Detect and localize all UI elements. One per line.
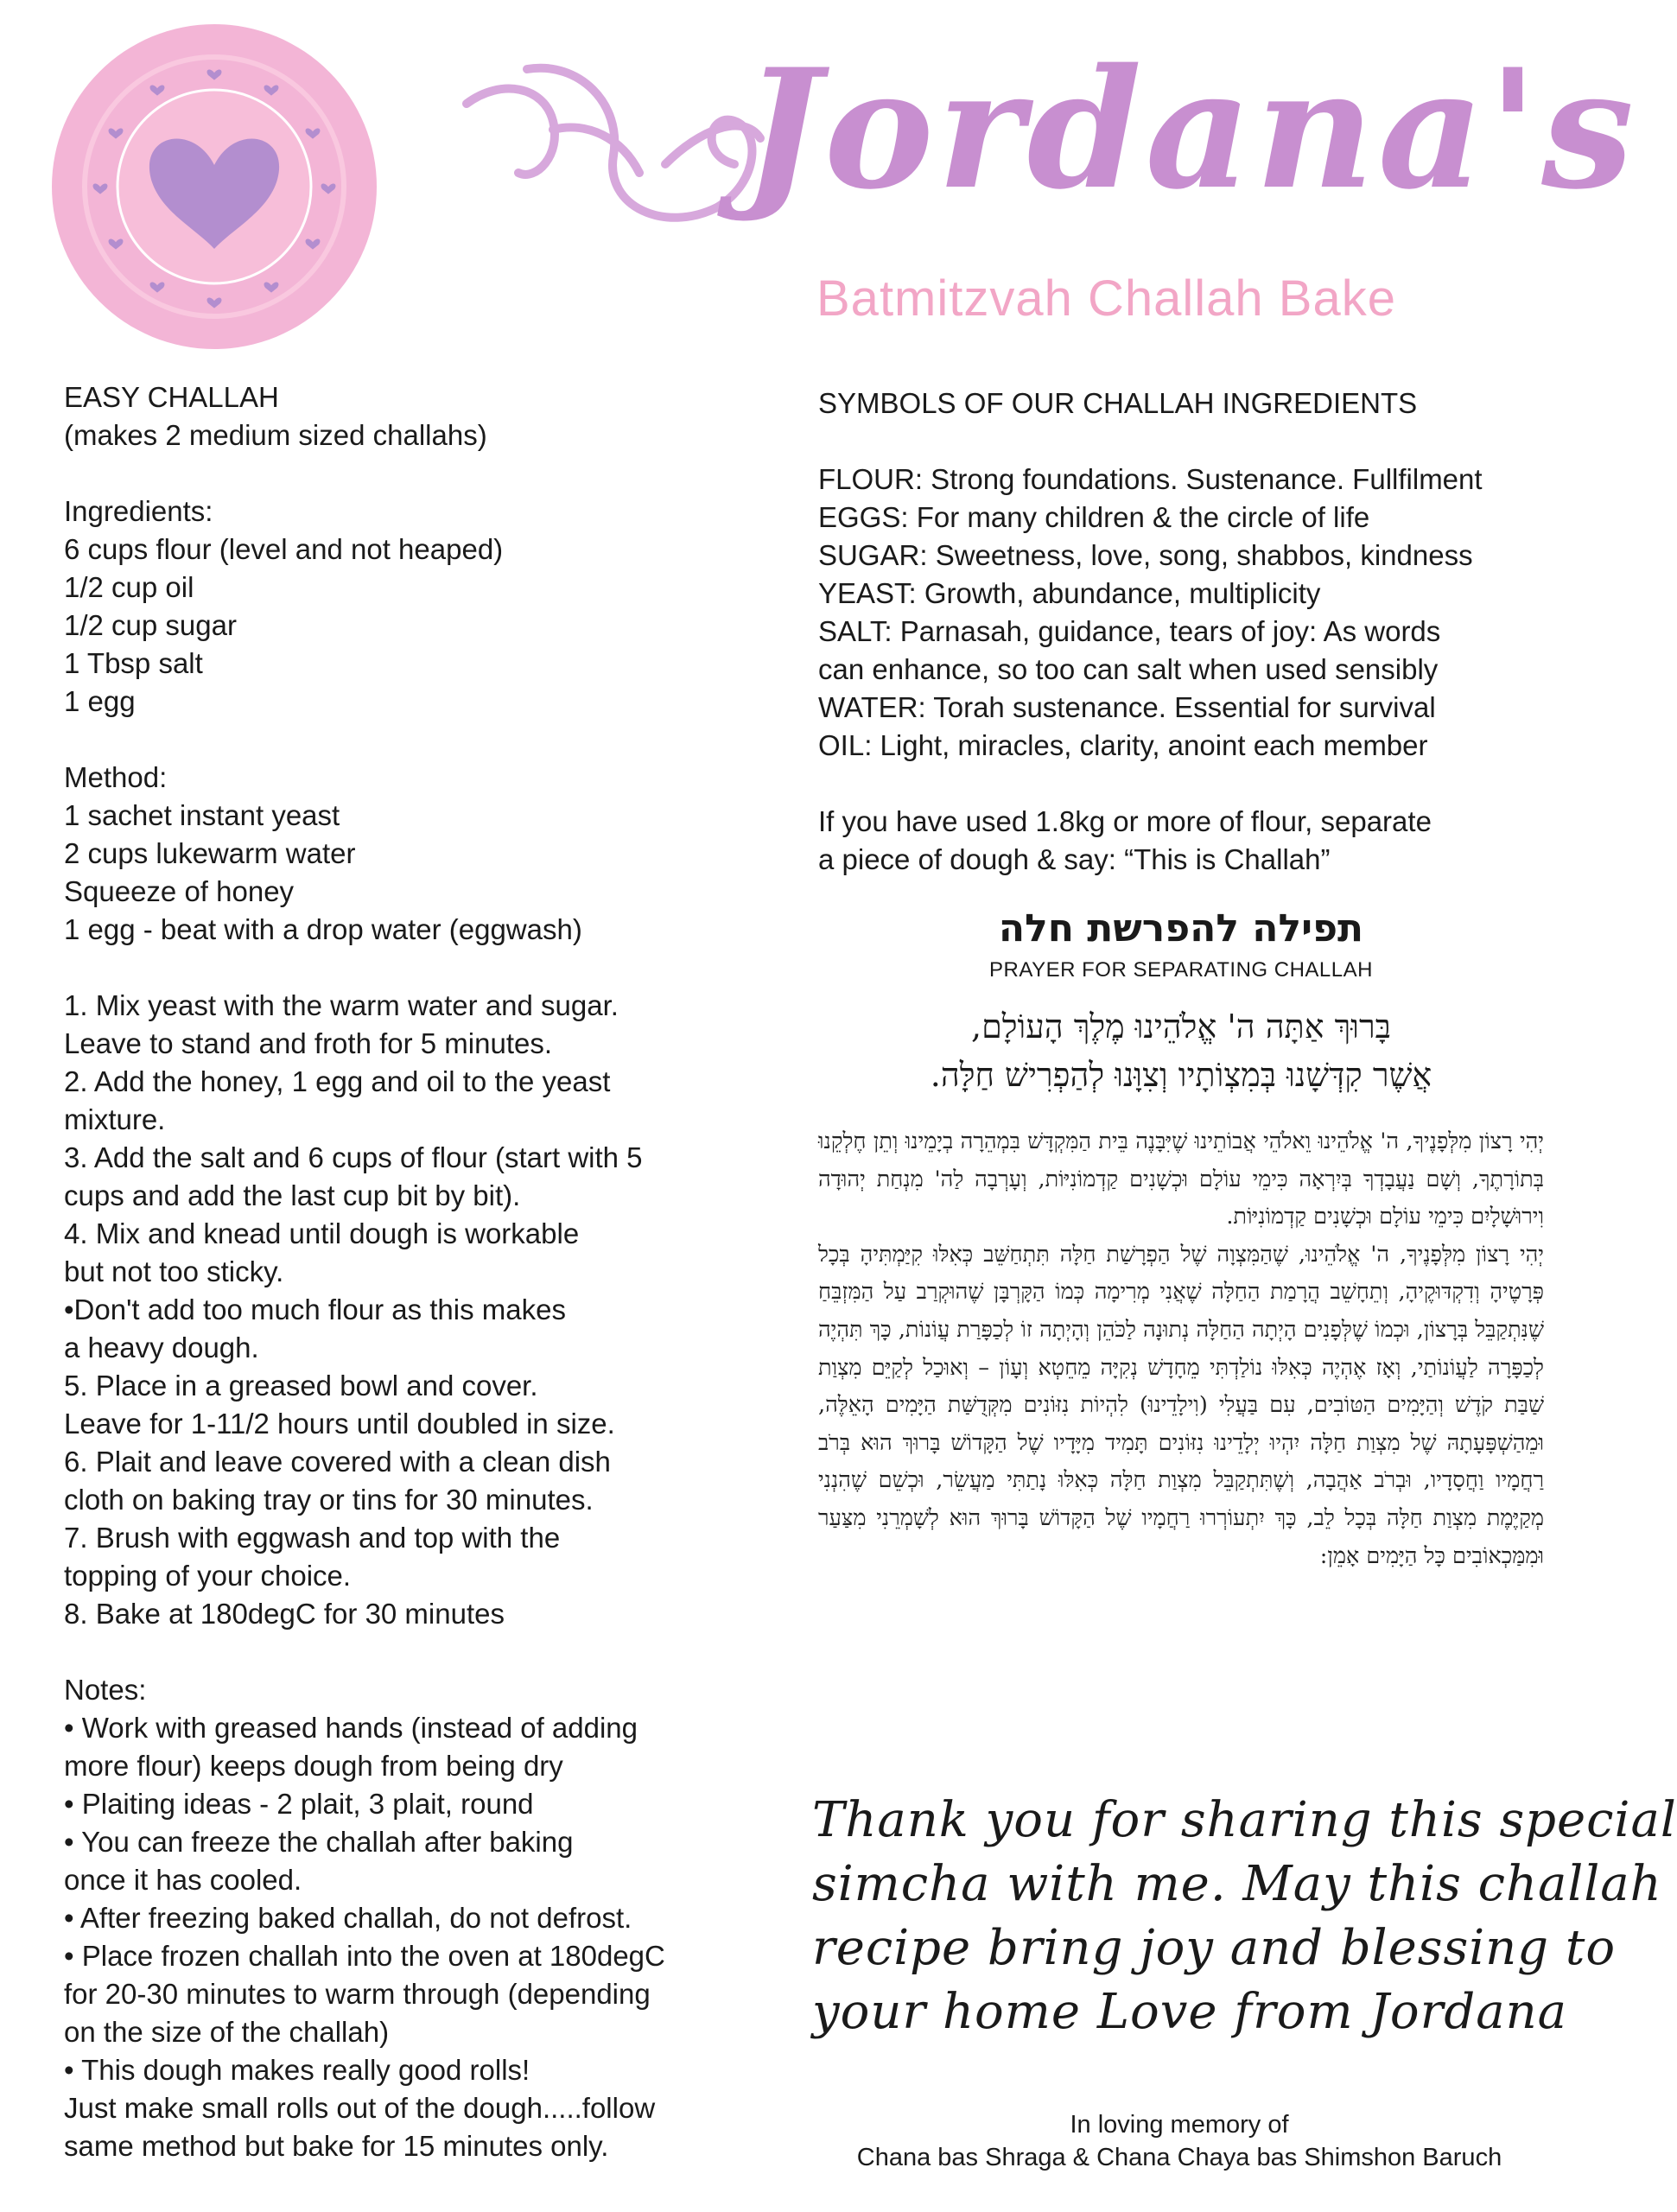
memorial-dedication [812, 2108, 1547, 2174]
step-line: 7. Brush with eggwash and top with the [64, 1522, 561, 1554]
ingredient-line: 1 egg [64, 685, 136, 717]
step-line: cups and add the last cup bit by bit). [64, 1179, 521, 1211]
note-line: • This dough makes really good rolls! [64, 2054, 530, 2086]
step-line: topping of your choice. [64, 1560, 352, 1592]
method-line: 2 cups lukewarm water [64, 837, 356, 869]
method-line: Squeeze of honey [64, 875, 295, 907]
step-line: 5. Place in a greased bowl and cover. [64, 1370, 538, 1402]
ingredients-heading: Ingredients: [64, 495, 213, 527]
separation-note: a piece of dough & say: “This is Challah” [818, 843, 1331, 875]
brand-name: Jordana's [743, 33, 1638, 226]
memorial-line: In loving memory of [1070, 2111, 1289, 2139]
note-line: • After freezing baked challah, do not defrost. [64, 1902, 632, 1934]
step-line: 8. Bake at 180degC for 30 minutes [64, 1598, 505, 1630]
symbols-column [818, 385, 1544, 879]
note-line: • Place frozen challah into the oven at 180degC [64, 1940, 665, 1972]
prayer-blessing [818, 1002, 1544, 1099]
step-line: Leave for 1-11/2 hours until doubled in size. [64, 1408, 615, 1440]
ingredient-line: 1/2 cup oil [64, 571, 194, 603]
note-line: same method but bake for 15 minutes only. [64, 2130, 609, 2162]
recipe-title: EASY CHALLAH [64, 381, 279, 413]
method-heading: Method: [64, 761, 168, 793]
step-line: but not too sticky. [64, 1255, 284, 1287]
note-line: • Plaiting ideas - 2 plait, 3 plait, round [64, 1788, 534, 1820]
symbol-line: WATER: Torah sustenance. Essential for survival [818, 691, 1436, 723]
prayer-subtitle: PRAYER FOR SEPARATING CHALLAH [989, 958, 1373, 982]
recipe-yield: (makes 2 medium sized challahs) [64, 419, 487, 451]
thank-you-message [812, 1789, 1677, 2044]
blessing-line: בָּרוּךְ אַתָּה ה' אֱלֹהֵינוּ מֶלֶךְ הָעוֹלָם, [970, 1007, 1391, 1046]
step-line: cloth on baking tray or tins for 30 minutes. [64, 1484, 594, 1516]
brand-subtitle: Batmitzvah Challah Bake [816, 270, 1396, 327]
recipe-column [64, 378, 755, 2165]
symbol-line: EGGS: For many children & the circle of life [818, 501, 1370, 533]
step-line: 1. Mix yeast with the warm water and sugar. [64, 989, 619, 1021]
logo-heart-in-circle-icon [50, 22, 378, 351]
thanks-line: simcha with me. May this challah [812, 1856, 1662, 1912]
symbol-line: SUGAR: Sweetness, love, song, shabbos, kindness [818, 539, 1473, 571]
step-line: 2. Add the honey, 1 egg and oil to the yeast [64, 1065, 611, 1097]
note-line: • Work with greased hands (instead of adding [64, 1712, 638, 1744]
symbol-line: OIL: Light, miracles, clarity, anoint each member [818, 729, 1428, 761]
blessing-line: אֲשֶׁר קִדְּשָׁנוּ בְּמִצְוֹתָיו וְצִוָּנוּ לְהַפְרִישׁ חַלָּה. [930, 1056, 1432, 1094]
prayer-title: תפילה להפרשת חלה [998, 906, 1364, 950]
note-line: on the size of the challah) [64, 2016, 390, 2048]
symbols-heading: SYMBOLS OF OUR CHALLAH INGREDIENTS [818, 387, 1418, 419]
note-line: • You can freeze the challah after baking [64, 1826, 574, 1858]
prayer-paragraph: יְהִי רָצוֹן מִלְּפָנֶיךָ, ה' אֱלֹהֵינוּ וֵאלֹהֵי אֲבוֹתֵינוּ שֶׁיִּבָּנֶה בֵּית הַמִּקְדָּשׁ בִּמְהֵרָה בְיָמֵינוּ וְתֵן חֶלְקֵנוּ בְּתוֹרָתֶךָ, וְשָׁם נַעֲבָדְךָ בְּיִרְאָה כִּימֵי עוֹלָם וּכְשָׁנִים קַדְמוֹנִיּוֹת, וְעָרְבָה לַה' מִנְחַת יְהוּדָה וִירוּשָׁלָיִם כִּימֵי עוֹלָם וּכְשָׁנִים קַדְמוֹנִיּוֹת. [818, 1128, 1544, 1230]
ingredient-line: 1 Tbsp salt [64, 647, 203, 679]
symbol-line: can enhance, so too can salt when used sensibly [818, 653, 1439, 685]
prayer-body [818, 1123, 1544, 1575]
notes-heading: Notes: [64, 1674, 147, 1706]
step-line: Leave to stand and froth for 5 minutes. [64, 1027, 553, 1059]
note-line: more flour) keeps dough from being dry [64, 1750, 563, 1782]
method-line: 1 sachet instant yeast [64, 799, 340, 831]
step-line: mixture. [64, 1103, 166, 1135]
note-line: for 20-30 minutes to warm through (depending [64, 1978, 651, 2010]
step-line: 3. Add the salt and 6 cups of flour (start with 5 [64, 1141, 643, 1173]
separation-note: If you have used 1.8kg or more of flour, separate [818, 805, 1432, 837]
step-line: a heavy dough. [64, 1332, 259, 1363]
method-line: 1 egg - beat with a drop water (eggwash) [64, 913, 582, 945]
ingredient-line: 1/2 cup sugar [64, 609, 237, 641]
step-line: 6. Plait and leave covered with a clean dish [64, 1446, 611, 1478]
thanks-line: your home Love from Jordana [812, 1984, 1568, 2040]
memorial-line: Chana bas Shraga & Chana Chaya bas Shimshon Baruch [856, 2144, 1502, 2171]
prayer-paragraph: יְהִי רָצוֹן מִלְּפָנֶיךָ, ה' אֱלֹהֵינוּ, שֶׁהַמִּצְוָה שֶׁל הַפְרָשַׁת חַלָּה תִּתְחַשֵּׁב כְּאִלּוּ קִיַּמְתִּיהָ בְּכָל פְּרָטֶיהָ וְדִקְדּוּקֶיהָ, וְתֵחָשֵׁב הֲרָמַת הַחַלָּה שֶׁאֲנִי מְרִימָה כְּמוֹ הַקָּרְבָּן שֶׁהוּקְרַב עַל הַמִּזְבֵּחַ שֶׁנִּתְקַבֵּל בְּרָצוֹן, וּכְמוֹ שֶׁלְּפָנִים הָיְתָה הַחַלָּה נְתוּנָה לַכֹּהֵן וְהָיְתָה זוֹ לְכַפָּרַת עֲוֹנוֹת, כָּךְ תִּהְיֶה לְכַפָּרָה לַעֲוֹנוֹתַי, וְאָז אֶהְיֶה כְּאִלּוּ נוֹלַדְתִּי מֵחָדָשׁ נְקִיָּה מֵחֵטְא וְעָוֹן – וְאוּכַל לְקַיֵּם מִצְוַת שַׁבַּת קֹדֶשׁ וְהַיָּמִים הַטּוֹבִים, עִם בַּעֲלִי (וִילָדֵינוּ) לִהְיוֹת נִזּוֹנִים מִקְּדֻשַּׁת הַיָּמִים הָאֵלֶּה, וּמֵהַשְׁפָּעָתָהּ שֶׁל מִצְוַת חַלָּה יִהְיוּ יְלָדֵינוּ נִזּוֹנִים תָּמִיד מִיָּדָיו שֶׁל הַקָּדוֹשׁ בָּרוּךְ הוּא בְּרֹב רַחֲמָיו וַחֲסָדָיו, וּבְרֹב אַהֲבָה, וְשֶׁתִּתְקַבֵּל מִצְוַת חַלָּה כְּאִלּוּ נָתַתִּי מַעֲשֵׂר, וּכְשֵׁם שֶׁהִנְנִי מְקַיֶּמֶת מִצְוַת חַלָּה בְּכָל לֵב, כָּךְ יִתְעוֹרְרוּ רַחֲמָיו שֶׁל הַקָּדוֹשׁ בָּרוּךְ הוּא לְשָׁמְרֵנִי מִצַּעַר וּמִמַּכְאוֹבִים כָּל הַיָּמִים אָמֵן: [818, 1241, 1544, 1569]
symbol-line: SALT: Parnasah, guidance, tears of joy: As words [818, 615, 1441, 647]
step-line: •Don't add too much flour as this makes [64, 1294, 566, 1325]
symbol-line: FLOUR: Strong foundations. Sustenance. Fullfilment [818, 463, 1483, 495]
ingredient-line: 6 cups flour (level and not heaped) [64, 533, 504, 565]
note-line: Just make small rolls out of the dough.....follow [64, 2092, 656, 2124]
step-line: 4. Mix and knead until dough is workable [64, 1217, 580, 1249]
symbol-line: YEAST: Growth, abundance, multiplicity [818, 577, 1321, 609]
thanks-line: Thank you for sharing this special [812, 1792, 1677, 1848]
thanks-line: recipe bring joy and blessing to [812, 1920, 1617, 1976]
note-line: once it has cooled. [64, 1864, 302, 1896]
